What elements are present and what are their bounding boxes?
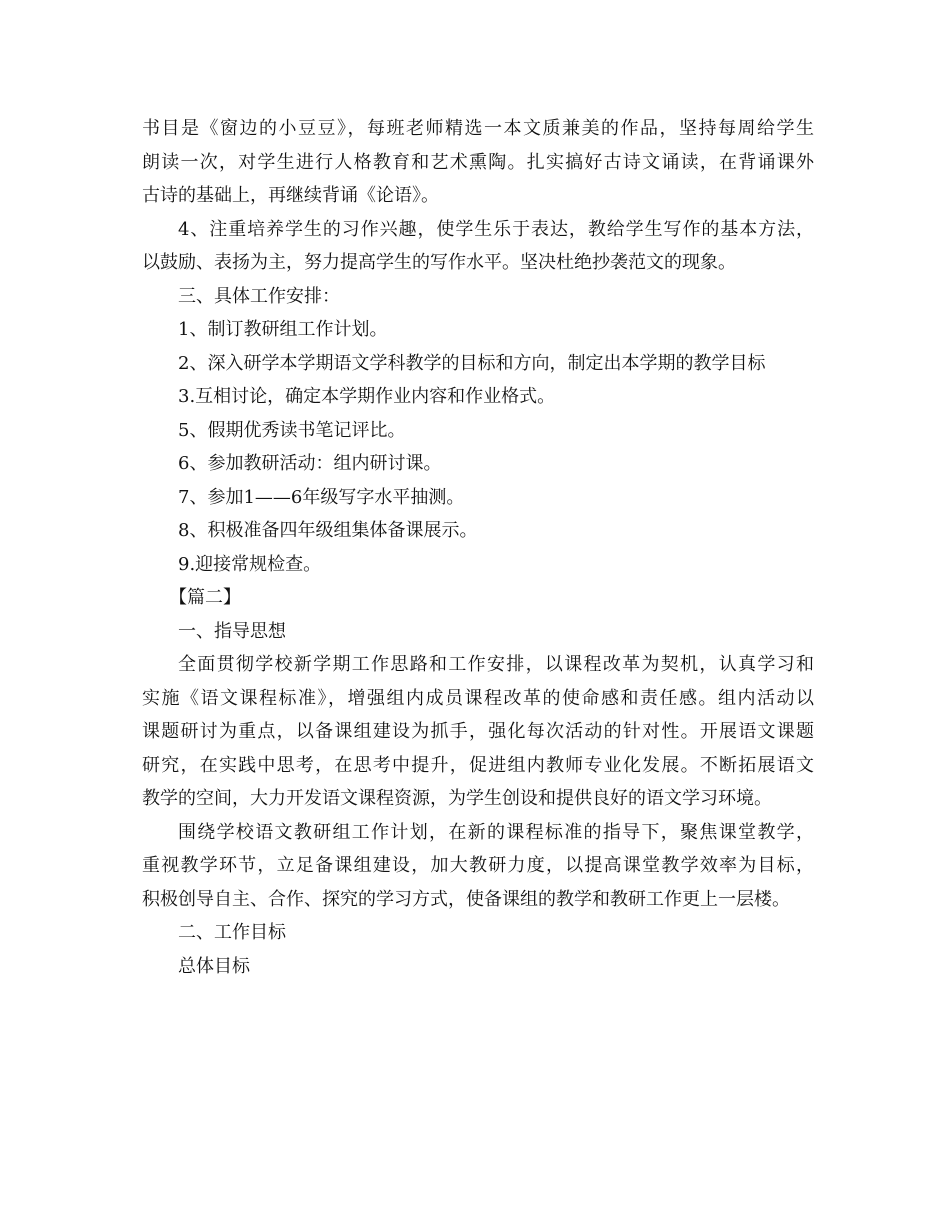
text-line: 古诗的基础上，再继续背诵《论语》。 xyxy=(142,185,439,206)
paragraph-continued xyxy=(142,849,814,883)
list-item: 8、积极准备四年级组集体备课展示。 xyxy=(178,520,478,541)
text-line: 4、注重培养学生的习作兴趣，使学生乐于表达，教给学生写作的基本方法， xyxy=(178,218,814,240)
list-item: 9.迎接常规检查。 xyxy=(178,553,322,575)
text-line: 以鼓励、表扬为主，努力提高学生的写作水平。坚决杜绝抄袭范文的现象。 xyxy=(142,252,736,273)
subsection-heading: 总体目标 xyxy=(178,955,250,977)
text-line: 研究，在实践中思考，在思考中提升，促进组内教师专业化发展。不断拓展语文 xyxy=(142,754,814,776)
section-heading: 三、具体工作安排： xyxy=(178,285,340,307)
paragraph xyxy=(142,213,814,247)
section-heading: 二、工作目标 xyxy=(178,922,286,943)
section-heading: 一、指导思想 xyxy=(178,620,286,642)
part-heading: 【篇二】 xyxy=(169,587,241,608)
paragraph-last-line xyxy=(142,883,814,917)
text-line: 实施《语文课程标准》，增强组内成员课程改革的使命感和责任感。组内活动以 xyxy=(142,687,814,709)
paragraph-last-line xyxy=(142,246,814,280)
paragraph xyxy=(142,648,814,682)
text-line: 重视教学环节，立足备课组建设，加大教研力度，以提高课堂教学效率为目标， xyxy=(142,855,814,876)
list-item: 6、参加教研活动：组内研讨课。 xyxy=(178,453,442,474)
paragraph-last-line xyxy=(142,179,814,213)
text-line: 书目是《窗边的小豆豆》，每班老师精选一本文质兼美的作品，坚持每周给学生 xyxy=(142,118,814,139)
document-body xyxy=(142,112,814,983)
text-line: 积极创导自主、合作、探究的学习方式，使备课组的教学和教研工作更上一层楼。 xyxy=(142,888,790,910)
list-item: 7、参加1——6年级写字水平抽测。 xyxy=(178,486,465,508)
paragraph xyxy=(142,112,814,179)
text-line: 围绕学校语文教研组工作计划，在新的课程标准的指导下，聚焦课堂教学， xyxy=(178,821,814,843)
paragraph-last-line xyxy=(142,782,814,816)
list-item: 2、深入研学本学期语文学科教学的目标和方向，制定出本学期的教学目标 xyxy=(178,352,766,374)
list-item: 3.互相讨论，确定本学期作业内容和作业格式。 xyxy=(178,386,556,407)
paragraph-continued xyxy=(142,682,814,783)
list-item: 5、假期优秀读书笔记评比。 xyxy=(178,419,406,441)
paragraph xyxy=(142,816,814,850)
text-line: 课题研讨为重点，以备课组建设为抓手，强化每次活动的针对性。开展语文课题 xyxy=(142,721,814,742)
text-line: 教学的空间，大力开发语文课程资源，为学生创设和提供良好的语文学习环境。 xyxy=(142,788,772,809)
list-item: 1、制订教研组工作计划。 xyxy=(178,319,388,340)
text-line: 朗读一次，对学生进行人格教育和艺术熏陶。扎实搞好古诗文诵读，在背诵课外 xyxy=(142,151,814,173)
text-line: 全面贯彻学校新学期工作思路和工作安排，以课程改革为契机，认真学习和 xyxy=(178,654,814,675)
